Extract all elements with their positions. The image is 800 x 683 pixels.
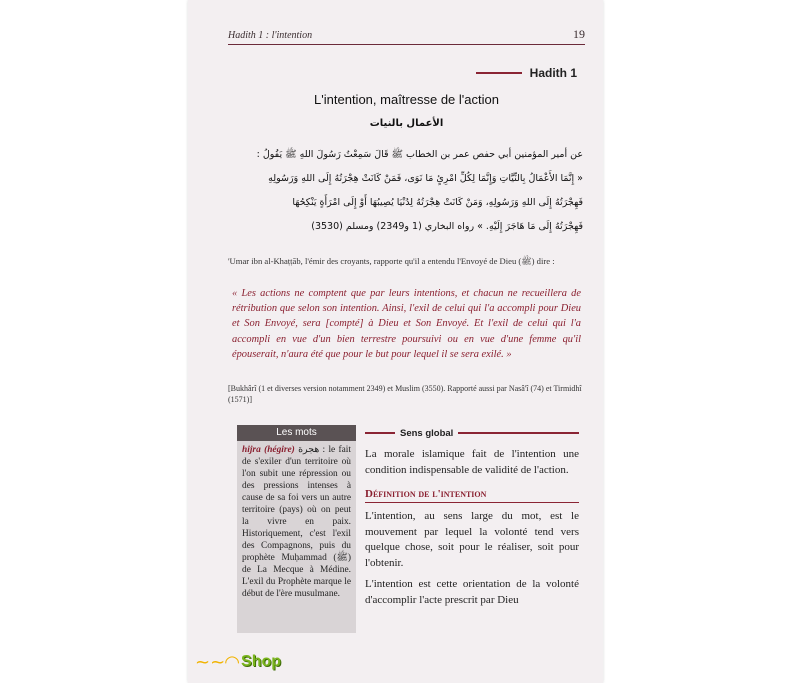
definition-heading: Définition de l'intention [365,488,579,503]
glossary-body [237,441,356,603]
arabic-line: فَهِجْرَتُهُ إِلَى مَا هَاجَرَ إِلَيْهِ. » رواه البخاري (1 و2349) ومسلم (3530) [311,221,583,232]
hadith-heading [476,66,577,80]
glossary-term: hijra (hégire) [242,445,295,455]
sens-global-label: Sens global [400,427,454,439]
sens-global-paragraph: La morale islamique fait de l'intention une condition indispensable de validité de l'action. [365,448,579,476]
arabic-line: فَهِجْرَتُهُ إِلَى اللهِ وَرَسُولِهِ، وَمَنْ كَانَتْ هِجْرَتُهُ لِدُنْيَا يُصِيبُهَا أَوْ إِلَى امْرَأَةٍ يَنْكِحُهَا [292,197,583,208]
page-number: 19 [573,27,585,41]
glossary-arabic-term: هجرة : [298,445,326,455]
glossary-definition: le fait de s'exiler d'un territoire où l'on subit une répression ou des pressions intenses à cause de sa foi vers un autre territoire (pays) où on peut la vivre en paix. Historiquement, c'est l'exil des Compagnons, puis du prophète Muḥammad (ﷺ) de La Mecque à Médine. L'exil du Prophète marque le début de l'ère musulmane. [242,445,352,599]
glossary-heading: Les mots [237,425,356,441]
definition-paragraph: L'intention, au sens large du mot, est le mouvement par lequel la volonté tend vers quelque chose, soit pour le réaliser, soit pour l'obtenir. [365,510,579,569]
arabic-line: عن أمير المؤمنين أبي حفص عمر بن الخطاب ﷺ قَالَ سَمِعْتُ رَسُولَ اللهِ ﷺ يَقُولُ : [256,149,583,160]
book-page [188,0,603,683]
logo-swoosh: ~~◠ [195,651,240,673]
running-title: Hadith 1 : l'intention [228,30,313,41]
hadith-label: Hadith 1 [529,66,577,80]
chapter-title: L'intention, maîtresse de l'action [314,92,499,107]
reference-note: [Bukhârî (1 et diverses version notamment 2349) et Muslim (3550). Rapporté aussi par Nasâ'î (74) et Tirmidhî (1571)] [228,384,582,404]
heading-rule [476,72,522,74]
logo-text: Shop [241,653,282,670]
french-intro: 'Umar ibn al-Khaṭṭāb, l'émir des croyants, rapporte qu'il a entendu l'Envoyé de Dieu (ﷺ) dire : [228,256,555,266]
definition-paragraph: L'intention est cette orientation de la volonté d'accomplir l'acte prescrit par Dieu [365,578,579,606]
shop-logo [195,648,281,676]
running-header [228,26,585,45]
commentary-column [365,425,579,608]
arabic-title: الأعمال بالنيات [369,118,444,129]
heading-rule [458,432,579,434]
arabic-line: « إِنَّمَا الأَعْمَالُ بِالنِّيَّاتِ وَإِنَّمَا لِكُلِّ امْرِئٍ مَا نَوَى، فَمَنْ كَانَتْ هِجْرَتُهُ إِلَى اللهِ وَرَسُولِهِ [268,173,583,184]
heading-rule [365,432,395,434]
arabic-hadith-text [228,143,583,239]
glossary-box [237,425,356,633]
french-quote: « Les actions ne comptent que par leurs intentions, et chacun ne recueillera de rétribution que selon son intention. Ainsi, l'exil de celui qui l'a accompli pour Dieu et Son Envoyé, sera [compté] à Dieu et Son Envoyé. Et l'exil de celui qui l'a accompli en vue d'un bien terrestre poursuivi ou en vue d'une femme qu'il épouserait, n'aura été que pour le but pour lequel il se sera exilé. » [232,288,581,360]
sens-global-heading [365,425,579,441]
